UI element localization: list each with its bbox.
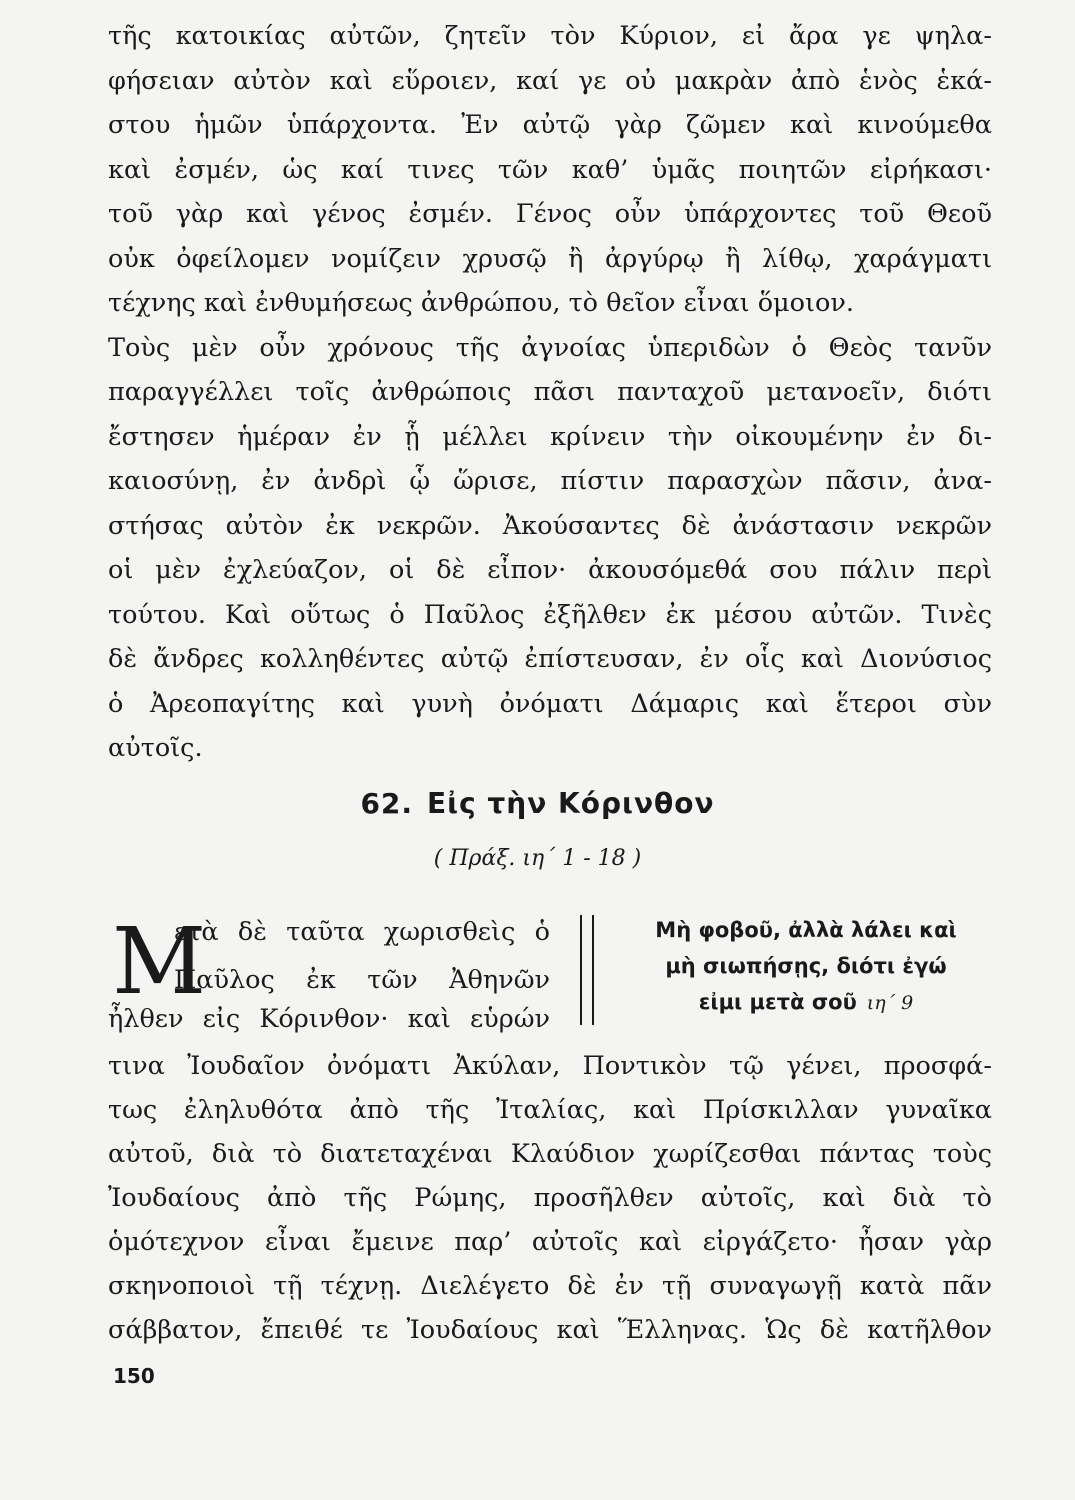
text-line: τῆς κατοικίας αὐτῶν, ζητεῖν τὸν Κύριον, εἰ ἄρα γε ψηλα-: [108, 21, 992, 51]
quote-text: εἰμι μετὰ σοῦ: [698, 990, 857, 1014]
text-line: στου ἡμῶν ὑπάρχοντα. Ἐν αὐτῷ γὰρ ζῶμεν καὶ κινούμεθα: [108, 110, 992, 140]
text-line: καὶ ἐσμέν, ὡς καί τινες τῶν καθ’ ὑμᾶς ποιητῶν εἰρήκασι·: [108, 154, 992, 185]
text-line: φήσειαν αὐτὸν καὶ εὕροιεν, καί γε οὐ μακρὰν ἀπὸ ἑνὸς ἑκά-: [108, 65, 992, 96]
text-line: Τοὺς μὲν οὖν χρόνους τῆς ἀγνοίας ὑπεριδὼν ὁ Θεὸς τανῦν: [108, 332, 992, 363]
section-number: 62.: [360, 787, 414, 820]
text-line: τοῦ γὰρ καὶ γένος ἐσμέν. Γένος οὖν ὑπάρχοντες τοῦ Θεοῦ: [108, 199, 992, 229]
section-title: Εἰς τὴν Κόρινθον: [427, 787, 715, 820]
text-line: αὐτοῖς.: [108, 733, 203, 763]
text-line: οὐκ ὀφείλομεν νομίζειν χρυσῷ ἢ ἀργύρῳ ἢ λίθῳ, χαράγματι: [108, 243, 992, 274]
drop-cap: Μ: [112, 908, 207, 1015]
quote-reference: ιη΄ 9: [866, 992, 914, 1014]
scripture-reference: ( Πράξ. ιη΄ 1 - 18 ): [433, 846, 642, 871]
text-line: Ἰουδαίους ἀπὸ τῆς Ρώμης, προσῆλθεν αὐτοῖς, καὶ διὰ τὸ: [108, 1183, 992, 1213]
quote-line: μὴ σιωπήσῃς, διότι ἐγώ: [665, 954, 947, 978]
section-heading: [0, 787, 1075, 820]
divider-rule: [580, 915, 582, 1025]
quote-line: [620, 984, 992, 1021]
text-line: καιοσύνῃ, ἐν ἀνδρὶ ᾧ ὥρισε, πίστιν παρασχὼν πᾶσιν, ἀνα-: [108, 466, 992, 496]
text-line: σκηνοποιοὶ τῇ τέχνῃ. Διελέγετο δὲ ἐν τῇ συναγωγῇ κατὰ πᾶν: [108, 1271, 992, 1301]
text-line: τούτου. Καὶ οὕτως ὁ Παῦλος ἐξῆλθεν ἐκ μέσου αὐτῶν. Τινὲς: [108, 599, 992, 630]
text-line: τινα Ἰουδαῖον ὀνόματι Ἀκύλαν, Ποντικὸν τῷ γένει, προσφά-: [108, 1051, 992, 1081]
text-line: αὐτοῦ, διὰ τὸ διατεταχέναι Κλαύδιον χωρίζεσθαι πάντας τοὺς: [108, 1139, 992, 1169]
page-number: 150: [113, 1364, 155, 1388]
text-line: οἱ μὲν ἐχλεύαζον, οἱ δὲ εἶπον· ἀκουσόμεθά σου πάλιν περὶ: [108, 555, 992, 585]
text-line: στήσας αὐτὸν ἐκ νεκρῶν. Ἀκούσαντες δὲ ἀνάστασιν νεκρῶν: [108, 510, 992, 541]
text-line: ἦλθεν εἰς Κόρινθον· καὶ εὑρών: [108, 1004, 550, 1034]
text-line: τέχνης καὶ ἐνθυμήσεως ἀνθρώπου, τὸ θεῖον εἶναι ὅμοιον.: [108, 288, 854, 318]
text-line: ὁ Ἀρεοπαγίτης καὶ γυνὴ ὀνόματι Δάμαρις καὶ ἕτεροι σὺν: [108, 688, 992, 719]
text-line: ἔστησεν ἡμέραν ἐν ᾗ μέλλει κρίνειν τὴν οἰκουμένην ἐν δι-: [108, 421, 992, 452]
text-line: τως ἐληλυθότα ἀπὸ τῆς Ἰταλίας, καὶ Πρίσκιλλαν γυναῖκα: [108, 1095, 992, 1125]
top-paragraph: [108, 14, 992, 771]
text-line: ετὰ δὲ ταῦτα χωρισθεὶς ὁ: [174, 917, 550, 947]
quote-line: Μὴ φοβοῦ, ἀλλὰ λάλει καὶ: [655, 918, 957, 942]
text-line: Παῦλος ἐκ τῶν Ἀθηνῶν: [174, 965, 550, 995]
text-line: δὲ ἄνδρες κολληθέντες αὐτῷ ἐπίστευσαν, ἐν οἷς καὶ Διονύσιος: [108, 644, 992, 674]
text-line: παραγγέλλει τοῖς ἀνθρώποις πᾶσι πανταχοῦ μετανοεῖν, διότι: [108, 377, 992, 407]
sidebar-quote: [620, 912, 992, 1021]
divider-rule: [592, 915, 594, 1025]
text-line: σάββατον, ἔπειθέ τε Ἰουδαίους καὶ Ἕλληνας. Ὡς δὲ κατῆλθον: [108, 1315, 992, 1345]
text-line: ὁμότεχνον εἶναι ἔμεινε παρ’ αὐτοῖς καὶ εἰργάζετο· ἦσαν γὰρ: [108, 1227, 992, 1257]
